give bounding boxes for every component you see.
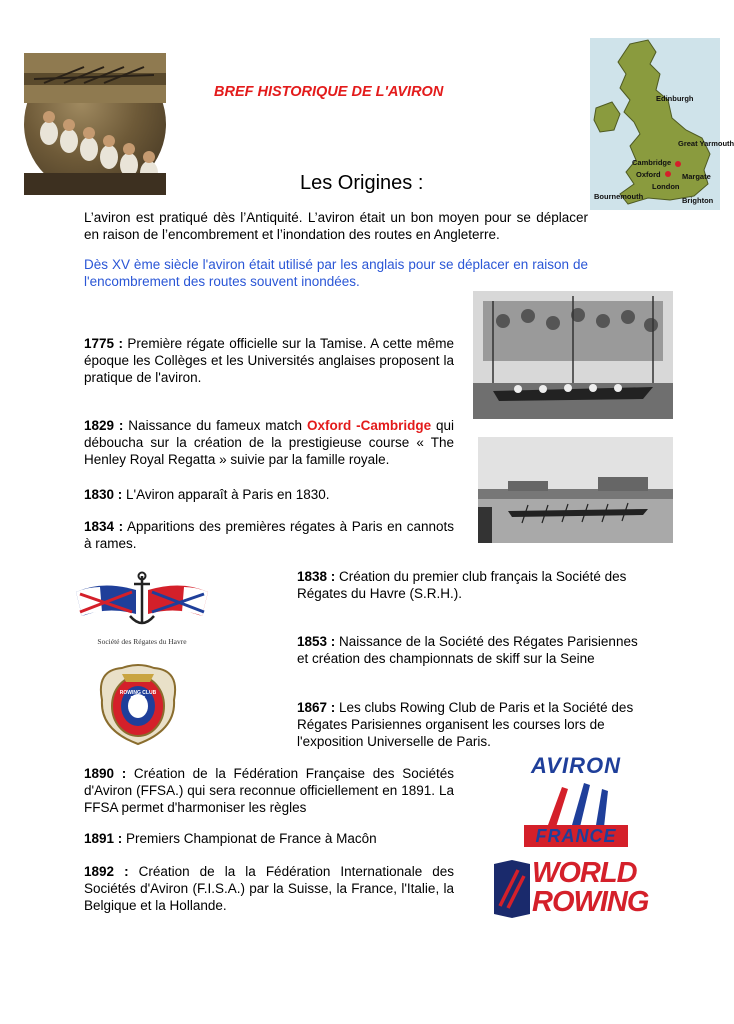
event-1829	[84, 417, 454, 468]
event-1834	[84, 518, 454, 552]
event-year: 1890 :	[84, 766, 127, 781]
historic-regatta-etching	[473, 291, 673, 419]
oxford-cambridge-highlight: Oxford -Cambridge	[306, 418, 432, 433]
rowing-crew-photo	[24, 53, 166, 195]
rowing-club-paris-logo	[92, 660, 184, 748]
event-text: Création de la Fédération Française des Sociétés d'Aviron (FFSA.) qui sera reconnue officiellement en 1891. La FFSA permet d'harmoniser les règles	[84, 766, 455, 815]
document-title: BREF HISTORIQUE DE L'AVIRON	[214, 84, 444, 100]
world-rowing-logo	[492, 857, 670, 918]
oxford-marker	[665, 171, 671, 177]
event-year: 1829 :	[84, 418, 124, 433]
world-rowing-line2: ROWING	[532, 886, 649, 918]
map-label-edinburgh: Edinburgh	[656, 94, 694, 103]
event-year: 1853 :	[297, 634, 336, 649]
havre-flags-anchor-emblem	[72, 570, 212, 630]
event-1892	[84, 863, 454, 914]
event-1867	[297, 699, 641, 750]
historic-river-rowing-photo	[478, 437, 673, 543]
map-label-margate: Margate	[682, 172, 711, 181]
event-1891	[84, 830, 454, 847]
event-text: qui déboucha sur la création de la prestigieuse course « The Henley Royal Regatta » suivie par la famille royale.	[84, 418, 454, 467]
event-year: 1838 :	[297, 569, 336, 584]
event-text: Naissance du fameux match	[123, 418, 307, 433]
world-rowing-emblem	[492, 860, 532, 918]
event-text: Apparitions des premières régates à Paris en cannots à rames.	[84, 519, 454, 551]
river-rowing-illustration	[478, 437, 673, 543]
map-label-oxford: Oxford	[636, 170, 661, 179]
havre-logo-caption: Société des Régates du Havre	[97, 637, 187, 646]
event-year: 1891 :	[84, 831, 123, 846]
map-label-cambridge: Cambridge	[632, 158, 672, 167]
havre-regatta-logo	[72, 570, 212, 646]
map-label-brighton: Brighton	[682, 196, 714, 205]
event-year: 1775 :	[84, 336, 123, 351]
map-label-london: London	[652, 182, 680, 191]
event-1890	[84, 765, 454, 816]
rowing-club-paris-crest	[92, 660, 184, 748]
event-year: 1834 :	[84, 519, 124, 534]
cambridge-marker	[675, 161, 681, 167]
map-label-bournemouth: Bournemouth	[594, 192, 644, 201]
event-text: Naissance de la Société des Régates Parisiennes et création des championnats de skiff sur la Seine	[297, 634, 638, 666]
section-title: Les Origines :	[300, 172, 424, 194]
event-1853	[297, 633, 641, 667]
aviron-france-bottom-text: FRANCE	[535, 826, 617, 846]
oars-emblem	[518, 779, 632, 829]
event-text: Les clubs Rowing Club de Paris et la Société des Régates Parisiennes organisent les courses lors de l'exposition Universelle de Paris.	[297, 700, 634, 749]
event-year: 1830 :	[84, 487, 123, 502]
event-1838	[297, 568, 641, 602]
event-text: Première régate officielle sur la Tamise. A cette même époque les Collèges et les Universités anglaises proposent la pratique de l'aviron.	[84, 336, 454, 385]
event-text: Création de la la Fédération Internationale des Sociétés d'Aviron (F.I.S.A.) par la Suisse, la France, l'Italie, la Belgique et la Hollande.	[84, 864, 455, 913]
map-label-great-yarmouth: Great Yarmouth	[678, 139, 734, 148]
uk-map	[590, 38, 734, 210]
event-text: L'Aviron apparaît à Paris en 1830.	[122, 487, 330, 502]
aviron-france-top-text: AVIRON	[531, 753, 621, 778]
event-text: Premiers Championat de France à Macôn	[122, 831, 377, 846]
event-1830	[84, 486, 454, 503]
world-rowing-line1: WORLD	[532, 857, 637, 889]
event-text: Création du premier club français la Société des Régates du Havre (S.R.H.).	[297, 569, 627, 601]
event-year: 1867 :	[297, 700, 336, 715]
event-1775	[84, 335, 454, 386]
rowing-crew-illustration	[24, 53, 166, 195]
regatta-crowd-illustration	[473, 291, 673, 419]
aviron-france-logo	[518, 753, 632, 849]
event-year: 1892 :	[84, 864, 129, 879]
intro-paragraph-blue: Dès XV ème siècle l'aviron était utilisé par les anglais pour se déplacer en raison de l'encombrement des routes souvent inondées.	[84, 257, 588, 289]
intro-paragraph: L’aviron est pratiqué dès l’Antiquité. L’aviron était un bon moyen pour se déplacer en raison de l’encombrement et l’inondation des routes en Angleterre.	[84, 210, 588, 242]
rcp-logo-text: ROWING CLUB PARIS	[119, 690, 157, 702]
